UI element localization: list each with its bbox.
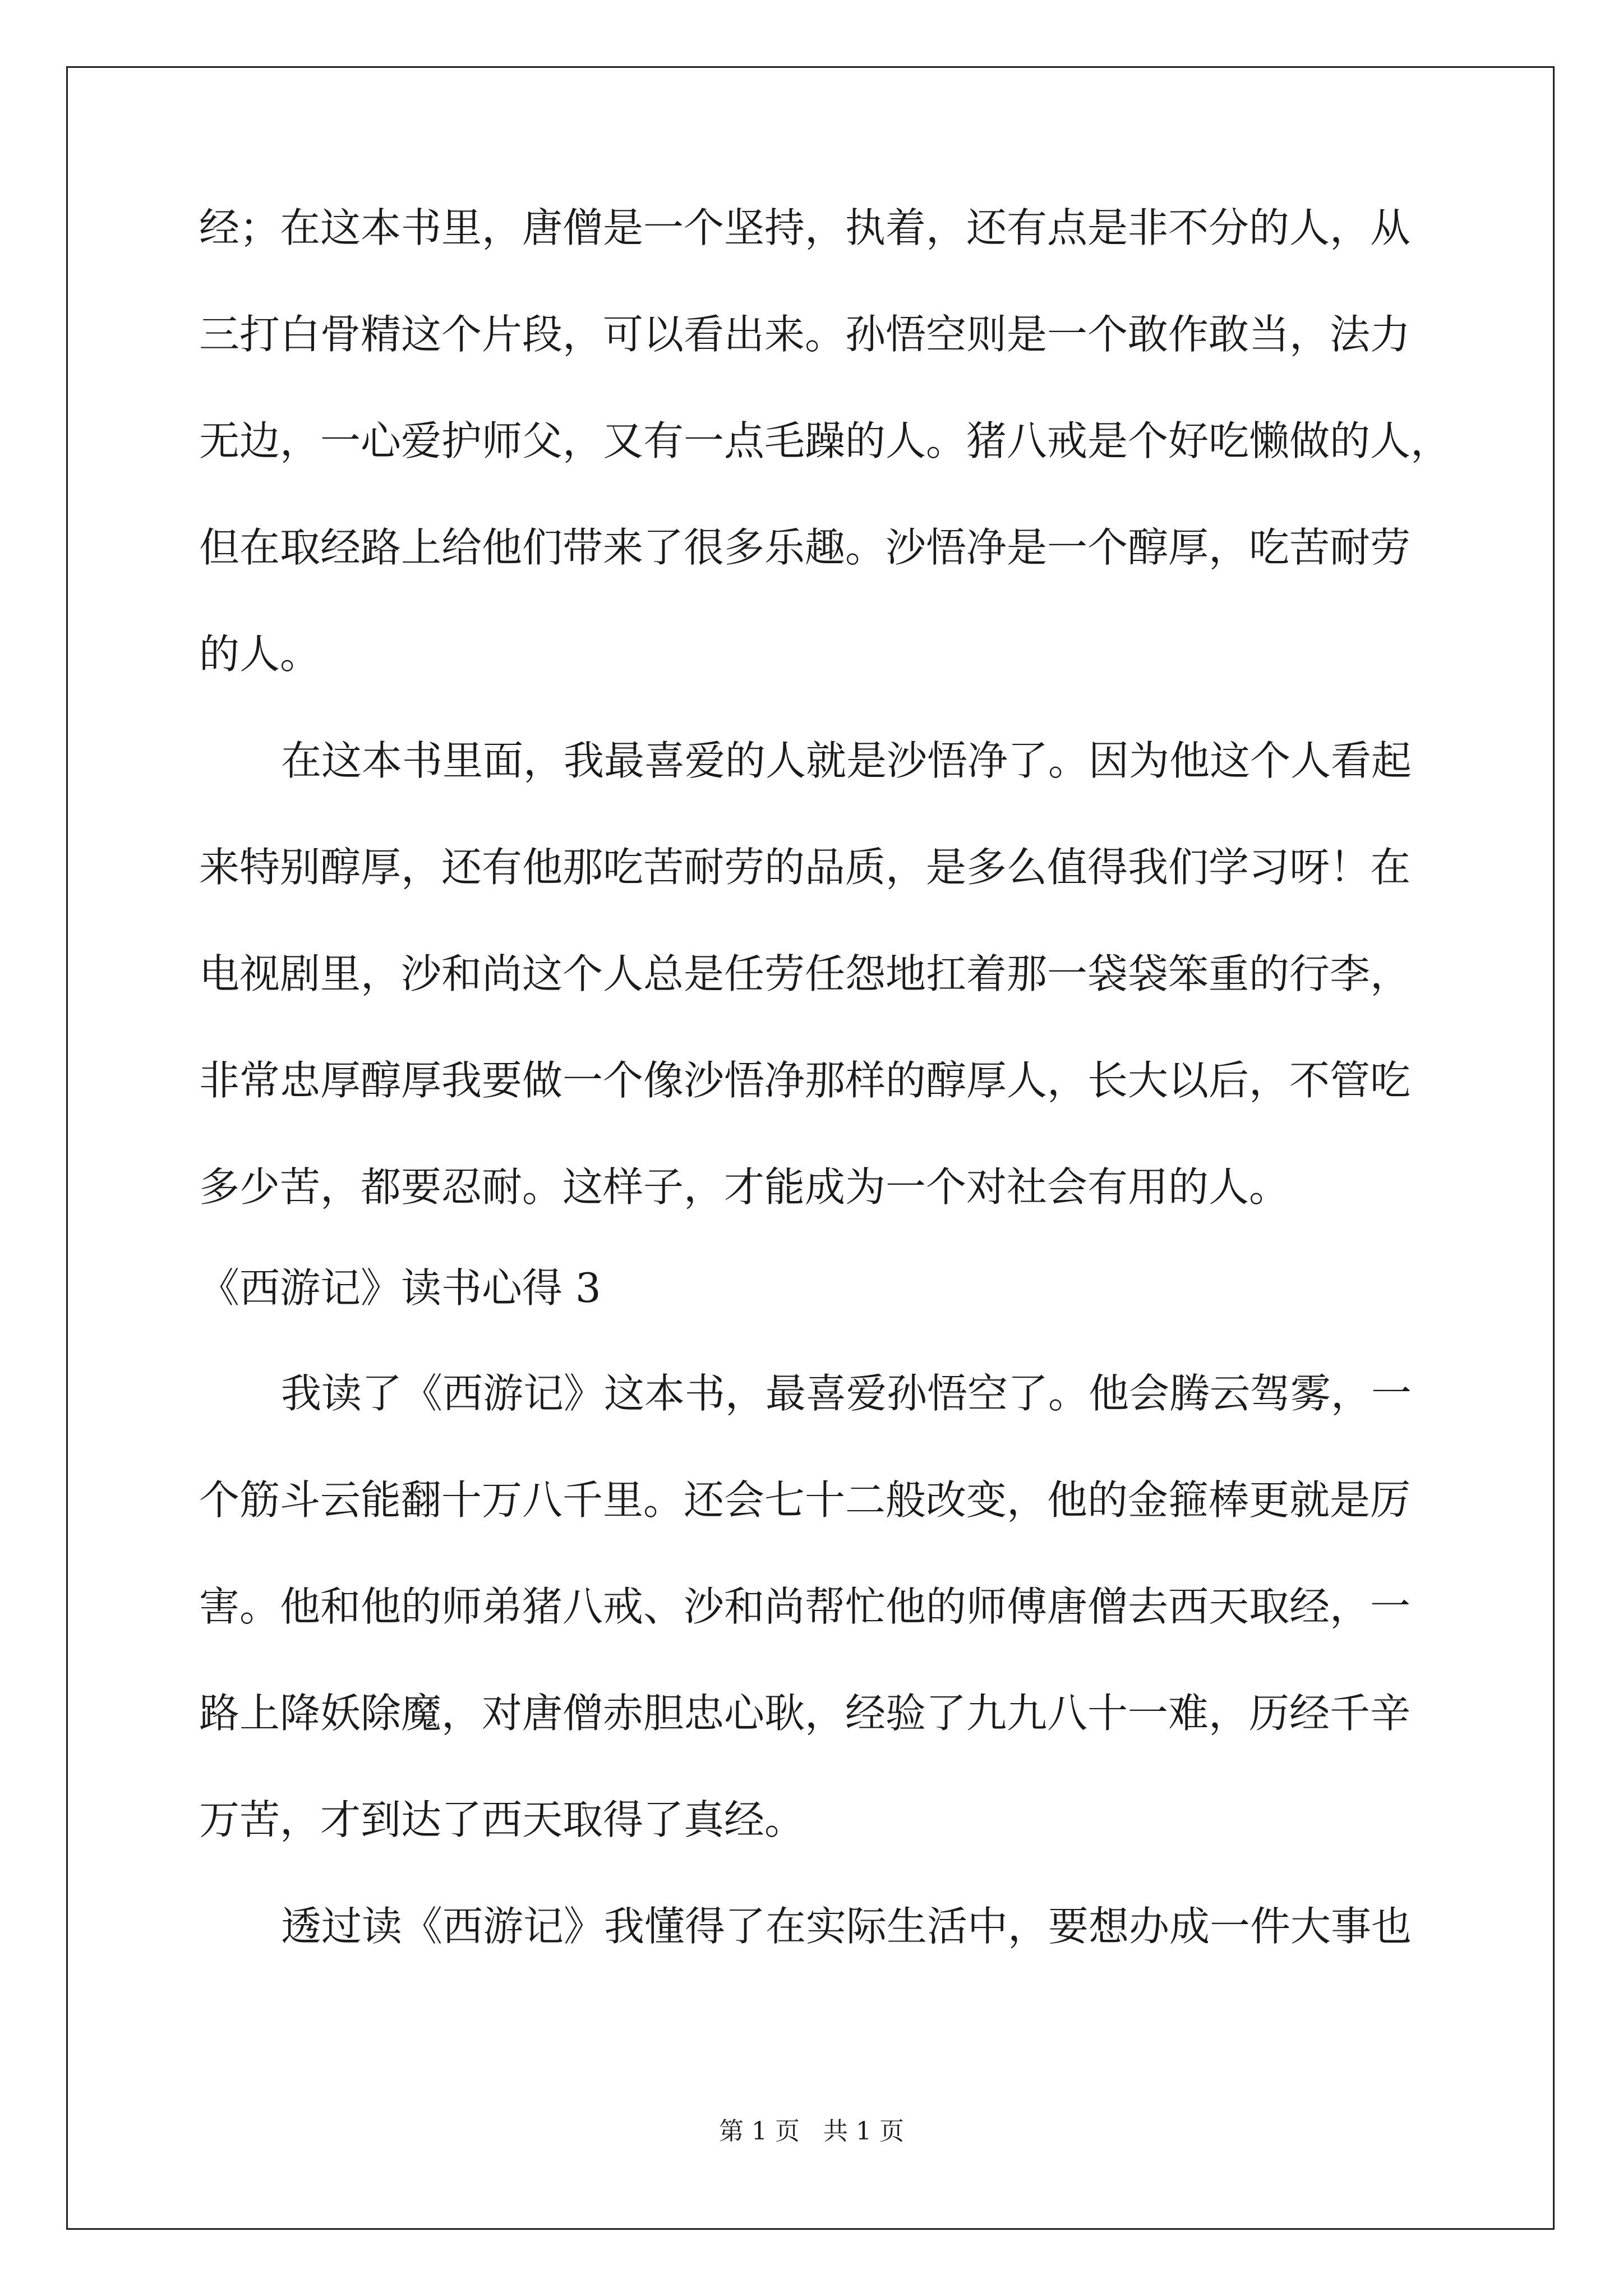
text-line: 害。他和他的师弟猪八戒、沙和尚帮忙他的师傅唐僧去西天取经，一 — [199, 1583, 1411, 1630]
paragraph-first-line: 透过读《西游记》我懂得了在实际生活中，要想办成一件大事也 — [281, 1903, 1412, 1950]
page-footer: 第 1 页 共 1 页 — [719, 2117, 904, 2146]
text-line: 无边，一心爱护师父，又有一点毛躁的人。猪八戒是个好吃懒做的人， — [199, 417, 1451, 464]
paragraph-first-line: 在这本书里面，我最喜爱的人就是沙悟净了。因为他这个人看起 — [281, 737, 1412, 784]
text-line: 万苦，才到达了西天取得了真经。 — [199, 1796, 805, 1843]
text-line: 来特别醇厚，还有他那吃苦耐劳的品质，是多么值得我们学习呀！在 — [199, 844, 1411, 891]
text-line: 多少苦，都要忍耐。这样子，才能成为一个对社会有用的人。 — [199, 1163, 1290, 1211]
text-line: 路上降妖除魔，对唐僧赤胆忠心耿，经验了九九八十一难，历经千辛 — [199, 1690, 1411, 1737]
document-body — [199, 204, 1451, 1950]
text-line: 个筋斗云能翻十万八千里。还会七十二般改变，他的金箍棒更就是厉 — [199, 1476, 1411, 1524]
text-line: 非常忠厚醇厚我要做一个像沙悟净那样的醇厚人，长大以后，不管吃 — [199, 1057, 1411, 1104]
section-heading: 《西游记》读书心得 3 — [199, 1264, 601, 1312]
text-line: 电视剧里，沙和尚这个人总是任劳任怨地扛着那一袋袋笨重的行李， — [199, 950, 1411, 997]
text-line: 的人。 — [199, 631, 321, 678]
text-line: 经；在这本书里，唐僧是一个坚持，执着，还有点是非不分的人，从 — [199, 204, 1411, 251]
paragraph-first-line: 我读了《西游记》这本书，最喜爱孙悟空了。他会腾云驾雾，一 — [281, 1370, 1412, 1417]
text-line: 三打白骨精这个片段，可以看出来。孙悟空则是一个敢作敢当，法力 — [199, 311, 1411, 358]
text-line: 但在取经路上给他们带来了很多乐趣。沙悟净是一个醇厚，吃苦耐劳 — [199, 524, 1411, 571]
